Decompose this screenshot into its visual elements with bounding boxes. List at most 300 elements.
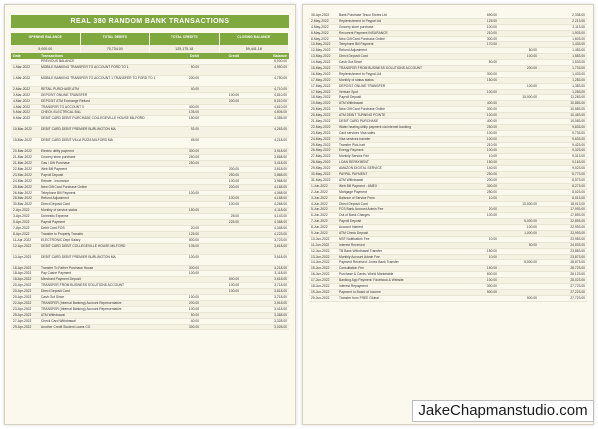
row-date: 13-Apr-2022 xyxy=(13,254,32,259)
row-description: Interest Repayment xyxy=(339,283,368,288)
row-description: ATM Withdrawal xyxy=(41,312,65,317)
row-description: Cash Out Since xyxy=(41,295,65,300)
row-date: 1-Jun-2022 xyxy=(311,183,328,188)
row-date: 21-May-2022 xyxy=(311,119,331,124)
row-balance: 23,883.00 xyxy=(570,248,585,253)
row-debit: 50.00 xyxy=(190,64,199,69)
row-date: 8-Jun-2022 xyxy=(311,225,328,230)
summary-label: TOTAL DEBITS xyxy=(81,33,151,45)
row-balance: 17,893.00 xyxy=(570,213,585,218)
row-debit: 250.00 xyxy=(188,155,199,160)
row-debit: 100.00 xyxy=(188,254,199,259)
row-description: TRANSFER FROM BUSINESS SOLUTIONS ACCOUNT xyxy=(339,66,422,71)
row-debit: 150.00 xyxy=(486,160,497,165)
row-date: 19-May-2022 xyxy=(311,101,331,106)
row-description: Monthly of service status xyxy=(41,208,78,213)
row-credit: 100.00 xyxy=(526,83,537,88)
row-balance: 1,533.00 xyxy=(572,60,585,65)
row-description: Domestic Expense xyxy=(41,214,69,219)
row-debit: 150.00 xyxy=(486,266,497,271)
table-row xyxy=(11,138,289,149)
row-debit: 20.00 xyxy=(190,225,199,230)
row-description: Cash Out Since xyxy=(339,60,363,65)
row-balance: 10,883.00 xyxy=(570,101,585,106)
row-credit: 200.00 xyxy=(228,184,239,189)
row-balance: 9,423.00 xyxy=(572,142,585,147)
row-date: 27-Apr-2022 xyxy=(13,318,32,323)
row-balance: 10,583.00 xyxy=(570,107,585,112)
row-date: 17-May-2022 xyxy=(311,89,331,94)
row-date: 11-Apr-2022 xyxy=(13,237,32,242)
summary-opening xyxy=(11,33,81,53)
row-balance: 8,023.00 xyxy=(572,189,585,194)
row-description: Transfer To Father Purchase House xyxy=(41,265,94,270)
row-balance: 9,323.00 xyxy=(572,148,585,153)
row-balance: 4,610.00 xyxy=(274,104,287,109)
row-credit: 200.00 xyxy=(526,66,537,71)
row-description: DEBIT CARD DEBIT COLLEGEVILLE HOUSE MILFORD xyxy=(41,243,126,248)
row-date: 17-May-2022 xyxy=(311,83,331,88)
row-description: ATM Withdrawal xyxy=(339,177,363,182)
row-debit: 100.00 xyxy=(188,271,199,276)
row-balance: 9,313.00 xyxy=(572,154,585,159)
row-date: 20-May-2022 xyxy=(311,107,331,112)
row-description: Another Credit Student Loans CO xyxy=(41,324,91,329)
row-date: 14-May-2022 xyxy=(311,60,331,65)
row-balance: 1,733.00 xyxy=(572,66,585,71)
row-debit: 400.00 xyxy=(486,119,497,124)
row-debit: 500.00 xyxy=(486,289,497,294)
row-balance: 1,433.00 xyxy=(572,42,585,47)
row-debit: 250.00 xyxy=(188,161,199,166)
row-description: TB Bank Withdrawal Transfer xyxy=(339,248,382,253)
row-balance: 28,023.00 xyxy=(570,278,585,283)
row-description: Gas / Gift Purchase xyxy=(41,161,70,166)
row-balance: 8,573.00 xyxy=(572,177,585,182)
row-date: 6-Jun-2022 xyxy=(311,213,328,218)
row-balance: 8,273.00 xyxy=(572,183,585,188)
row-balance: 9,833.00 xyxy=(572,124,585,129)
row-description: Payroll Deposit xyxy=(339,95,362,100)
row-description: LOAN REPAYMENT xyxy=(339,160,369,165)
row-date: 1-Mar-2022 xyxy=(13,75,31,80)
column-header-balance: Balance xyxy=(273,54,287,58)
summary-value: 5,000.00 xyxy=(11,45,81,53)
row-debit: 500.00 xyxy=(188,237,199,242)
column-header-date: Date xyxy=(13,54,21,58)
row-balance: 3,028.00 xyxy=(274,324,287,329)
row-balance: 1,903.00 xyxy=(572,30,585,35)
row-balance: 2,113.00 xyxy=(572,24,585,29)
row-debit: 100.00 xyxy=(486,89,497,94)
row-date: 4-Jun-2022 xyxy=(311,201,328,206)
row-balance: 1,433.00 xyxy=(572,71,585,76)
row-debit: 210.00 xyxy=(486,30,497,35)
row-date: 23-May-2022 xyxy=(311,130,331,135)
row-description: Monthly Account Admin Fee xyxy=(339,254,380,259)
row-date: 31-May-2022 xyxy=(311,177,331,182)
row-date: 18-Apr-2022 xyxy=(13,277,32,282)
row-date: 15-May-2022 xyxy=(311,66,331,71)
row-date: 5-Apr-2022 xyxy=(13,220,30,225)
row-description: Balance of Service Fees xyxy=(339,195,375,200)
row-date: 5-Jun-2022 xyxy=(311,207,328,212)
row-date: 22-May-2022 xyxy=(311,124,331,129)
row-debit: 150.00 xyxy=(188,116,199,121)
row-credit: 1,000.00 xyxy=(524,230,537,235)
row-date: 9-Jun-2022 xyxy=(311,230,328,235)
row-date: 25-Apr-2022 xyxy=(13,312,32,317)
row-description: Visa services transfer xyxy=(339,136,371,141)
watermark-label: JakeChapmanstudio.com xyxy=(412,400,594,422)
row-date: 12-Jun-2022 xyxy=(311,248,330,253)
row-debit: 400.00 xyxy=(486,101,497,106)
row-balance: 24,033.00 xyxy=(570,242,585,247)
row-date: 20-Mar-2022 xyxy=(13,149,32,154)
row-date: 30-Apr-2022 xyxy=(311,13,330,17)
row-date: 7-Jun-2022 xyxy=(311,219,328,224)
row-date: 16-May-2022 xyxy=(311,71,331,76)
row-date: 7-Apr-2022 xyxy=(13,225,30,230)
row-debit: 250.00 xyxy=(486,189,497,194)
row-balance: 4,168.00 xyxy=(274,196,287,201)
row-debit: 200.00 xyxy=(188,75,199,80)
row-balance: 4,168.00 xyxy=(274,184,287,189)
row-balance: 3,618.00 xyxy=(274,277,287,282)
row-balance: 4,368.00 xyxy=(274,220,287,225)
row-date: 5-Mar-2022 xyxy=(13,110,31,115)
row-debit: 100.00 xyxy=(486,24,497,29)
row-balance: 3,618.00 xyxy=(274,243,287,248)
row-balance: 4,143.00 xyxy=(274,214,287,219)
row-debit: 40.00 xyxy=(190,86,199,91)
row-description: Payment Received: Jones Bank Transfer xyxy=(339,260,399,265)
row-debit: 210.00 xyxy=(486,142,497,147)
row-description: MOBILE BANKING TRANSFER TO ACCOUNT 1 TRANSFER TO FORD TO 1 xyxy=(41,75,156,80)
statement-page-2 xyxy=(302,4,594,425)
row-date: 20-Jun-2022 xyxy=(311,295,330,300)
row-debit: 20.00 xyxy=(488,207,497,212)
row-date: 4-Mar-2022 xyxy=(13,104,31,109)
row-date: 3-Apr-2022 xyxy=(13,214,30,219)
summary-strip xyxy=(11,33,289,53)
row-description: PAYPAL PAYMENT xyxy=(339,172,368,177)
row-date: 14-Jun-2022 xyxy=(311,260,330,265)
row-description: New Gift Card Purchase Online xyxy=(339,107,385,112)
row-debit: 10.00 xyxy=(488,236,497,241)
row-debit: 100.00 xyxy=(188,190,199,195)
row-description: Direct Deposit Card xyxy=(41,202,70,207)
row-debit: 300.00 xyxy=(188,324,199,329)
row-date: 12-Apr-2022 xyxy=(13,243,32,248)
row-balance: 1,603.00 xyxy=(572,36,585,41)
row-balance: 4,068.00 xyxy=(274,190,287,195)
row-balance: 2,338.00 xyxy=(572,13,585,17)
row-date: 24-May-2022 xyxy=(311,136,331,141)
row-debit: 10.00 xyxy=(488,254,497,259)
row-description: Consultation Fee xyxy=(339,266,364,271)
row-balance: 27,723.00 xyxy=(570,295,585,300)
row-description: DEBIT CARD DEBIT PREMIER BURLINGTON MA xyxy=(41,127,116,132)
row-description: DEBIT CARD DEBIT PREMIER BURLINGTON MA xyxy=(41,254,116,259)
row-credit: 100.00 xyxy=(228,289,239,294)
row-balance: 28,873.00 xyxy=(570,260,585,265)
row-date: 22-Mar-2022 xyxy=(13,167,32,172)
row-balance: 1,483.00 xyxy=(572,48,585,53)
row-debit: 690.00 xyxy=(486,13,497,17)
row-balance: 23,873.00 xyxy=(570,254,585,259)
row-date: 29-Apr-2022 xyxy=(13,324,32,329)
row-description: Check Card Withdrawal xyxy=(41,318,76,323)
row-description: TRANSFER (Internal Banking) Account Representative xyxy=(41,300,122,305)
row-credit: 10,000.00 xyxy=(522,201,537,206)
row-debit: 100.00 xyxy=(486,136,497,141)
row-description: Grocery store purchase xyxy=(41,155,76,160)
row-balance: 4,950.00 xyxy=(274,64,287,69)
row-description: ELECTRONIC Dept Salary xyxy=(41,237,81,242)
summary-label: TOTAL CREDITS xyxy=(150,33,220,45)
row-balance: 4,355.00 xyxy=(274,116,287,121)
row-description: Payroll Deposit xyxy=(41,172,64,177)
row-description: CHECK ELECTRICAL BILL xyxy=(41,110,82,115)
summary-credits xyxy=(150,33,220,53)
row-debit: 170.00 xyxy=(486,42,497,47)
row-debit: 100.00 xyxy=(188,306,199,311)
row-credit: 5,000.00 xyxy=(524,219,537,224)
row-debit: 300.00 xyxy=(486,283,497,288)
row-date: 15-Jun-2022 xyxy=(311,266,330,271)
row-balance: 3,368.00 xyxy=(274,312,287,317)
row-description: Transfer Pick-hart xyxy=(339,142,366,147)
table-row xyxy=(11,325,289,331)
row-description: Monthly of status status xyxy=(339,77,374,82)
row-date: 27-May-2022 xyxy=(311,154,331,159)
row-date: 25-May-2022 xyxy=(311,142,331,147)
row-date: 20-Apr-2022 xyxy=(13,283,32,288)
row-description: Bank Purchase Tesco Stores Ltd xyxy=(339,13,387,17)
row-description: MOBILE BANKING TRANSFER TO ACCOUNT FORD TO 1 xyxy=(41,64,129,69)
transaction-table-left xyxy=(11,59,289,330)
row-date: 25-Mar-2022 xyxy=(13,184,32,189)
row-date: 28-May-2022 xyxy=(311,160,331,165)
row-balance: 1,283.00 xyxy=(572,77,585,82)
row-description: ATM DEBIT TURNING POINTE xyxy=(339,113,386,118)
row-date: 26-May-2022 xyxy=(311,148,331,153)
table-row xyxy=(11,127,289,138)
row-date: 3-Jun-2022 xyxy=(311,195,328,200)
row-balance: 28,123.00 xyxy=(570,272,585,277)
row-description: Direct Deposit Card xyxy=(339,201,368,206)
row-balance: 27,723.00 xyxy=(570,283,585,288)
row-balance: 10,083.00 xyxy=(570,119,585,124)
row-balance: 4,348.00 xyxy=(274,225,287,230)
row-balance: 4,505.00 xyxy=(274,110,287,115)
row-debit: 45.00 xyxy=(190,138,199,143)
row-description: TRANSFER FROM BUSINESS SOLUTIONS ACCOUNT xyxy=(41,283,124,288)
row-balance: 23,993.00 xyxy=(570,230,585,235)
row-date: 19-Jun-2022 xyxy=(311,289,330,294)
row-description: Replenishment to Paypal Ltd xyxy=(339,18,382,23)
row-credit: 100.00 xyxy=(526,225,537,230)
row-description: Mortgage Payment xyxy=(339,189,367,194)
row-balance: 3,418.00 xyxy=(274,161,287,166)
row-description: DEPOSIT ONLINE TRANSFER xyxy=(339,83,386,88)
row-balance: 18,013.00 xyxy=(570,201,585,206)
row-credit: 500.00 xyxy=(228,277,239,282)
summary-value: 125,175.18 xyxy=(150,45,220,53)
row-balance: 4,750.00 xyxy=(274,75,287,80)
row-date: 4-May-2022 xyxy=(311,24,329,29)
row-balance: 3,418.00 xyxy=(274,306,287,311)
row-date: 28-Mar-2022 xyxy=(13,196,32,201)
row-balance: 3,618.00 xyxy=(274,167,287,172)
row-date: 2-Apr-2022 xyxy=(13,208,30,213)
row-credit: 500.00 xyxy=(526,295,537,300)
column-header-transactions: Transactions xyxy=(41,54,64,58)
row-date: 20-Apr-2022 xyxy=(13,289,32,294)
row-balance: 8,013.00 xyxy=(572,195,585,200)
row-date: 24-Mar-2022 xyxy=(13,178,32,183)
row-date: 3-Mar-2022 xyxy=(13,92,31,97)
row-date: 2-Jun-2022 xyxy=(311,189,328,194)
row-description: ATM Check Deposit xyxy=(339,230,369,235)
row-date: 16-Jun-2022 xyxy=(311,272,330,277)
row-description: DEBIT CARD DEBIT PURCHASE COLLEGEVILLE HOUSE MILFORD xyxy=(41,116,145,121)
row-date: 4-Mar-2022 xyxy=(13,98,31,103)
row-date: 1-Mar-2022 xyxy=(13,64,31,69)
row-balance: 3,918.00 xyxy=(274,149,287,154)
row-description: DEPOSIT ONLINE TRANSFER xyxy=(41,92,88,97)
summary-value: 70,734.00 xyxy=(81,45,151,53)
row-debit: 100.00 xyxy=(486,130,497,135)
row-description: Energy Payment xyxy=(339,148,364,153)
row-date: 18-Apr-2022 xyxy=(13,271,32,276)
summary-value: 59,441.18 xyxy=(220,45,290,53)
row-description: Payroll Payment xyxy=(41,220,66,225)
table-row xyxy=(11,244,289,255)
row-balance: 9,733.00 xyxy=(572,130,585,135)
statement-title: REAL 380 RANDOM BANK TRANSACTIONS xyxy=(11,15,289,28)
row-credit: 50.00 xyxy=(528,48,537,53)
row-debit: 600.00 xyxy=(486,272,497,277)
row-debit: 100.00 xyxy=(486,148,497,153)
row-date: 21-Mar-2022 xyxy=(13,161,32,166)
row-balance: 22,893.00 xyxy=(570,219,585,224)
row-debit: 100.00 xyxy=(486,213,497,218)
row-credit: 25.00 xyxy=(230,214,239,219)
row-debit: 300.00 xyxy=(188,149,199,154)
row-description: DEPOSIT ATM Exchange Refund xyxy=(41,98,90,103)
row-date: 18-May-2022 xyxy=(311,95,331,100)
row-date: 30-May-2022 xyxy=(311,172,331,177)
row-balance: 3,328.00 xyxy=(274,318,287,323)
row-credit: 200.00 xyxy=(228,98,239,103)
row-balance: 10,483.00 xyxy=(570,113,585,118)
row-debit: 100.00 xyxy=(486,278,497,283)
row-description: Card services Visa sales xyxy=(339,130,376,135)
row-debit: 250.00 xyxy=(486,172,497,177)
row-debit: 400.00 xyxy=(188,104,199,109)
row-date: 21-Mar-2022 xyxy=(13,155,32,160)
row-description: Web Bill Payment - AMEX xyxy=(339,183,378,188)
row-description: Payroll Deposit xyxy=(339,219,362,224)
row-balance: 4,263.00 xyxy=(274,127,287,132)
row-date: 12-May-2022 xyxy=(311,48,331,53)
row-credit: 225.00 xyxy=(228,220,239,225)
row-balance: 9,023.00 xyxy=(572,166,585,171)
row-balance: 17,993.00 xyxy=(570,207,585,212)
row-description: Replenishment to Paypal Ltd xyxy=(339,71,382,76)
row-debit: 10.00 xyxy=(488,195,497,200)
row-balance: 9,163.00 xyxy=(572,160,585,165)
row-credit: 100.00 xyxy=(228,283,239,288)
row-debit: 150.00 xyxy=(486,248,497,253)
row-debit: 105.00 xyxy=(188,110,199,115)
row-description: TRANSFER (Internal Banking) Account Representative xyxy=(41,306,122,311)
row-description: Venture Spot xyxy=(339,89,359,94)
row-description: Banking App Payment: Facebook & Website xyxy=(339,278,404,283)
row-description: TRANSFER TO ACCOUNT 3 xyxy=(41,104,84,109)
row-credit: 5,000.00 xyxy=(524,260,537,265)
row-description: Electric utility payment xyxy=(41,149,74,154)
row-balance: 1,283.00 xyxy=(572,89,585,94)
row-description: Debit Card POS xyxy=(41,225,65,230)
row-date: 13-Jun-2022 xyxy=(311,254,330,259)
row-debit: 300.00 xyxy=(486,183,497,188)
row-debit: 50.00 xyxy=(190,312,199,317)
row-date: 8-Apr-2022 xyxy=(13,231,30,236)
row-date: 2-Mar-2022 xyxy=(13,86,31,91)
row-date: 29-May-2022 xyxy=(311,166,331,171)
row-balance: 3,718.00 xyxy=(274,295,287,300)
row-balance: 27,223.00 xyxy=(570,289,585,294)
row-date: 6-Mar-2022 xyxy=(13,116,31,121)
row-description: AMAZON DIGITAL SERVICE xyxy=(339,166,382,171)
row-description: Transfer from FREE Global xyxy=(339,295,379,300)
row-description: Direct Deposit Card xyxy=(339,54,368,59)
row-balance: 4,118.00 xyxy=(274,208,287,213)
row-credit: 100.00 xyxy=(228,178,239,183)
row-debit: 105.00 xyxy=(188,243,199,248)
row-date: 26-Mar-2022 xyxy=(13,190,32,195)
row-date: 17-Jun-2022 xyxy=(311,278,330,283)
row-credit: 200.00 xyxy=(228,167,239,172)
row-date: 8-May-2022 xyxy=(311,36,329,41)
row-debit: 150.00 xyxy=(188,208,199,213)
summary-closing xyxy=(220,33,290,53)
row-credit: 250.00 xyxy=(228,172,239,177)
row-balance: 3,118.00 xyxy=(274,271,287,276)
row-description: PREVIOUS BALANCE xyxy=(41,59,75,63)
row-debit: 300.00 xyxy=(486,107,497,112)
row-date: 13-May-2022 xyxy=(311,54,331,59)
column-header-debit: Debit xyxy=(190,54,199,58)
row-description: Refund Adjustment xyxy=(41,196,69,201)
row-description: Account Interest xyxy=(339,225,363,230)
summary-label: CLOSING BALANCE xyxy=(220,33,290,45)
row-debit: 140.00 xyxy=(486,166,497,171)
row-description: Pay Cashe Payment xyxy=(41,271,72,276)
row-date: 22-Apr-2022 xyxy=(13,300,32,305)
table-row xyxy=(11,65,289,76)
column-header-credit: Credit xyxy=(228,54,239,58)
row-date: 6-May-2022 xyxy=(311,30,329,35)
row-description: DEBIT CARD PURCHASE xyxy=(339,119,379,124)
row-balance: 1,583.00 xyxy=(572,54,585,59)
row-balance: 28,723.00 xyxy=(570,266,585,271)
row-balance: 3,723.00 xyxy=(274,237,287,242)
row-debit: 10.00 xyxy=(488,154,497,159)
